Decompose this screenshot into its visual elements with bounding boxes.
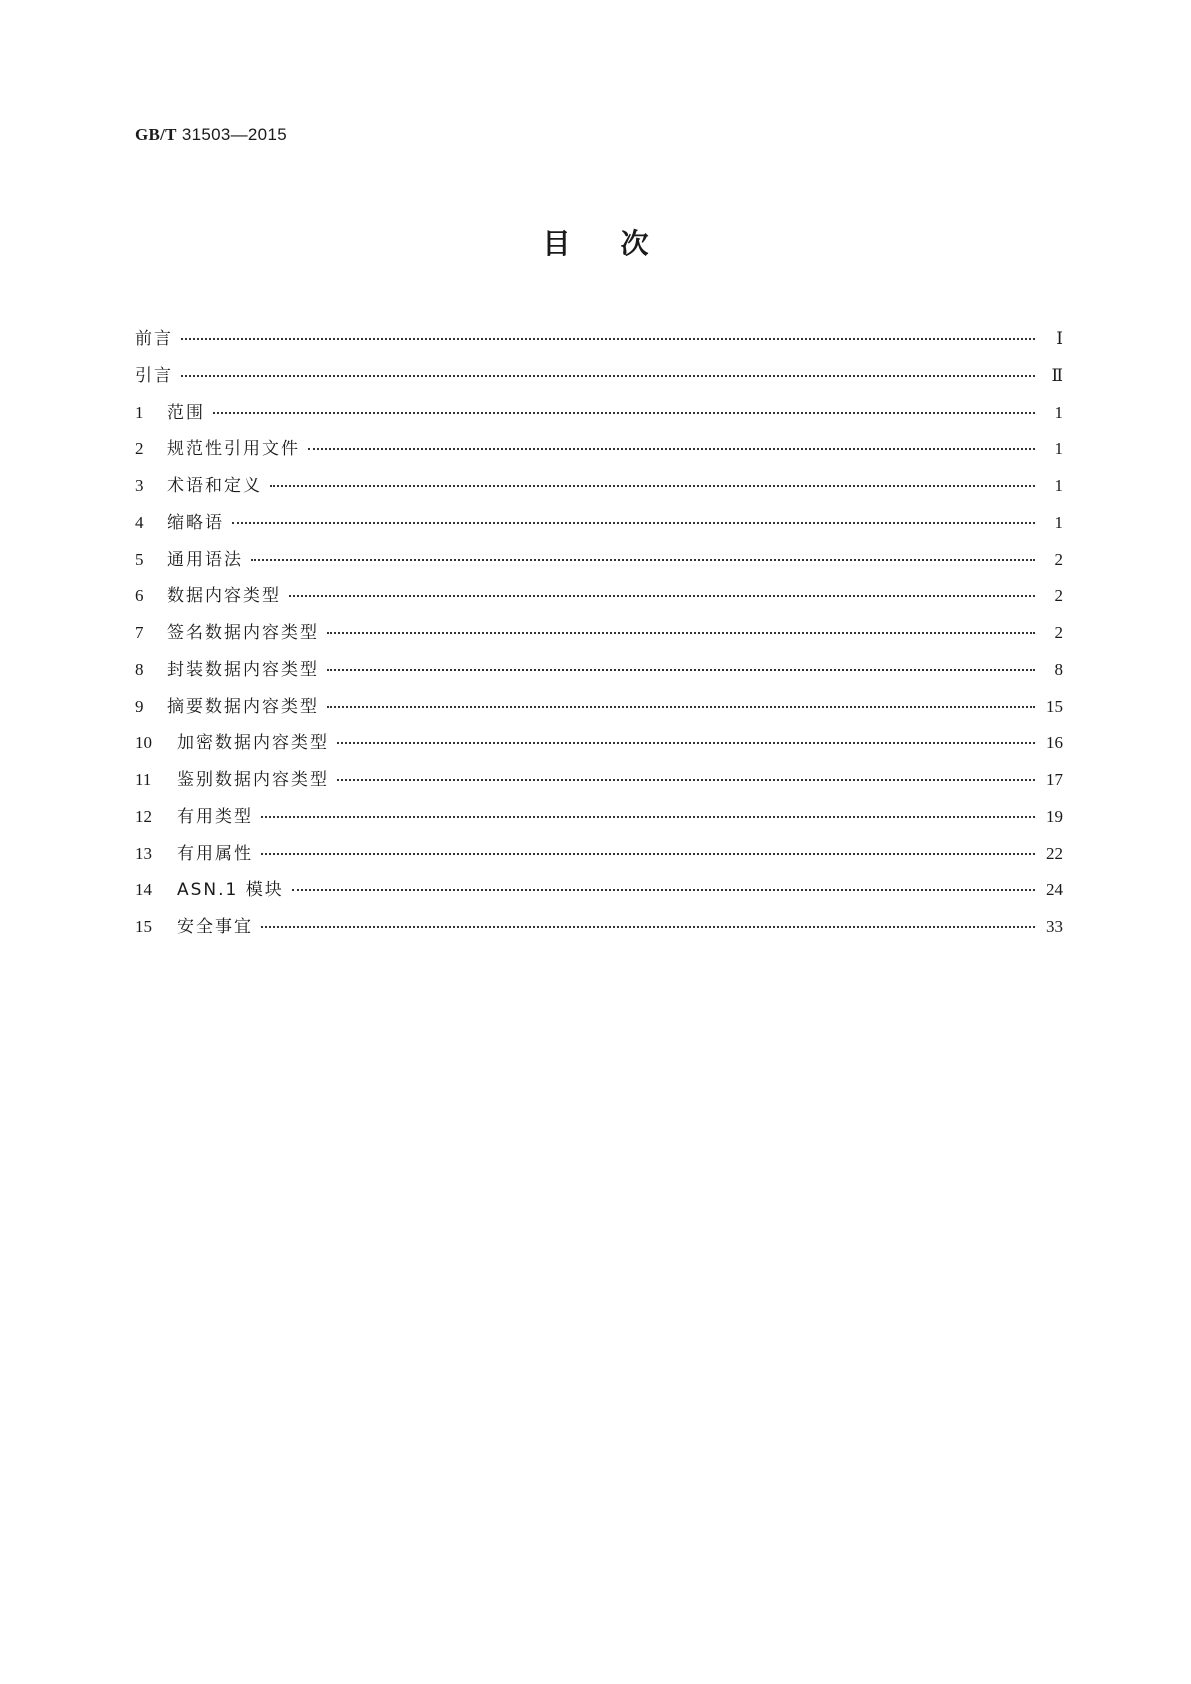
toc-entry-page: Ⅰ xyxy=(1056,329,1063,348)
toc-entry-page: 1 xyxy=(1054,512,1063,532)
toc-entry-label: 通用语法 xyxy=(167,549,243,570)
toc-entry-number: 12 xyxy=(135,806,152,826)
toc-entry[interactable] xyxy=(135,839,1063,876)
toc-entry[interactable] xyxy=(135,912,1063,949)
toc-leader-dots xyxy=(327,706,1035,708)
toc-entry[interactable] xyxy=(135,581,1063,618)
toc-entry[interactable] xyxy=(135,875,1063,912)
toc-entry-number: 6 xyxy=(135,586,144,606)
standard-prefix: GB/T xyxy=(135,125,177,144)
toc-entry-number: 14 xyxy=(135,880,152,900)
toc-entry-number: 13 xyxy=(135,843,152,863)
toc-entry-label: 鉴别数据内容类型 xyxy=(177,770,329,790)
toc-entry-page: Ⅱ xyxy=(1051,365,1063,385)
toc-entry-label: 规范性引用文件 xyxy=(167,439,300,460)
page-title: 目次 xyxy=(542,227,699,260)
toc-entry-number: 15 xyxy=(135,917,152,936)
toc-entry[interactable] xyxy=(135,765,1063,802)
toc-entry-label: 数据内容类型 xyxy=(167,586,281,607)
toc-entry[interactable] xyxy=(135,618,1063,655)
toc-entry-label: 缩略语 xyxy=(167,512,224,533)
toc-entry[interactable] xyxy=(135,545,1063,582)
toc-entry-page: 1 xyxy=(1054,402,1063,422)
toc-entry-page: 16 xyxy=(1046,733,1063,753)
toc-entry[interactable] xyxy=(135,361,1063,398)
toc-entry[interactable] xyxy=(135,802,1063,839)
toc-entry-label: 范围 xyxy=(167,402,205,423)
toc-entry-page: 24 xyxy=(1046,880,1063,900)
toc-entry-page: 2 xyxy=(1054,586,1063,606)
toc-entry-page: 22 xyxy=(1046,843,1063,863)
toc-entry-label: ASN.1 模块 xyxy=(177,880,284,901)
toc-entry-label: 引言 xyxy=(135,365,173,386)
toc-entry-number: 7 xyxy=(135,623,144,642)
toc-entry[interactable] xyxy=(135,471,1063,508)
toc-entry-page: 19 xyxy=(1046,806,1063,826)
toc-entry[interactable] xyxy=(135,508,1063,545)
toc-leader-dots xyxy=(327,669,1035,671)
toc-leader-dots xyxy=(261,926,1035,928)
toc-entry-label: 前言 xyxy=(135,329,173,349)
toc-leader-dots xyxy=(337,742,1035,744)
toc-entry[interactable] xyxy=(135,434,1063,471)
toc-leader-dots xyxy=(308,448,1035,450)
toc-entry-page: 2 xyxy=(1054,549,1063,569)
toc-entry-page: 8 xyxy=(1054,659,1063,679)
toc-leader-dots xyxy=(181,375,1035,377)
toc-entry-number: 11 xyxy=(135,770,152,789)
toc-leader-dots xyxy=(232,522,1035,524)
toc-leader-dots xyxy=(337,779,1035,781)
toc-entry-page: 1 xyxy=(1054,439,1063,459)
toc-entry-label: 安全事宜 xyxy=(177,917,253,937)
toc-entry-number: 8 xyxy=(135,659,144,679)
toc-entry-label: 术语和定义 xyxy=(167,476,262,496)
toc-entry-number: 4 xyxy=(135,512,144,532)
toc-leader-dots xyxy=(213,412,1035,414)
toc-entry-number: 2 xyxy=(135,439,144,459)
toc-entry-page: 33 xyxy=(1046,917,1063,936)
toc-entry[interactable] xyxy=(135,655,1063,692)
toc-entry-label: 有用类型 xyxy=(177,806,253,827)
toc-entry-label: 加密数据内容类型 xyxy=(177,733,329,754)
toc-leader-dots xyxy=(181,338,1035,340)
toc-leader-dots xyxy=(289,595,1035,597)
toc-leader-dots xyxy=(251,559,1035,561)
toc-entry-label: 签名数据内容类型 xyxy=(167,623,319,643)
toc-leader-dots xyxy=(261,816,1035,818)
toc-entry-label: 封装数据内容类型 xyxy=(167,659,319,680)
toc-leader-dots xyxy=(261,853,1035,855)
toc-leader-dots xyxy=(270,485,1035,487)
toc-entry[interactable] xyxy=(135,728,1063,765)
toc-entry-label: 有用属性 xyxy=(177,843,253,864)
toc-entry[interactable] xyxy=(135,398,1063,435)
toc-entry-page: 1 xyxy=(1054,476,1063,495)
toc-entry[interactable] xyxy=(135,692,1063,729)
toc-entry-number: 10 xyxy=(135,733,152,753)
toc-entry-number: 9 xyxy=(135,696,144,716)
table-of-contents xyxy=(135,324,1063,949)
toc-entry-page: 17 xyxy=(1046,770,1063,789)
toc-entry-number: 5 xyxy=(135,549,144,569)
toc-entry-label: 摘要数据内容类型 xyxy=(167,696,319,717)
toc-leader-dots xyxy=(292,889,1035,891)
toc-entry-page: 2 xyxy=(1054,623,1063,642)
toc-entry[interactable] xyxy=(135,324,1063,361)
toc-entry-number: 3 xyxy=(135,476,144,495)
toc-entry-page: 15 xyxy=(1046,696,1063,716)
toc-entry-number: 1 xyxy=(135,402,144,422)
standard-number xyxy=(135,125,287,145)
standard-code: 31503—2015 xyxy=(181,125,287,144)
toc-leader-dots xyxy=(327,632,1035,634)
